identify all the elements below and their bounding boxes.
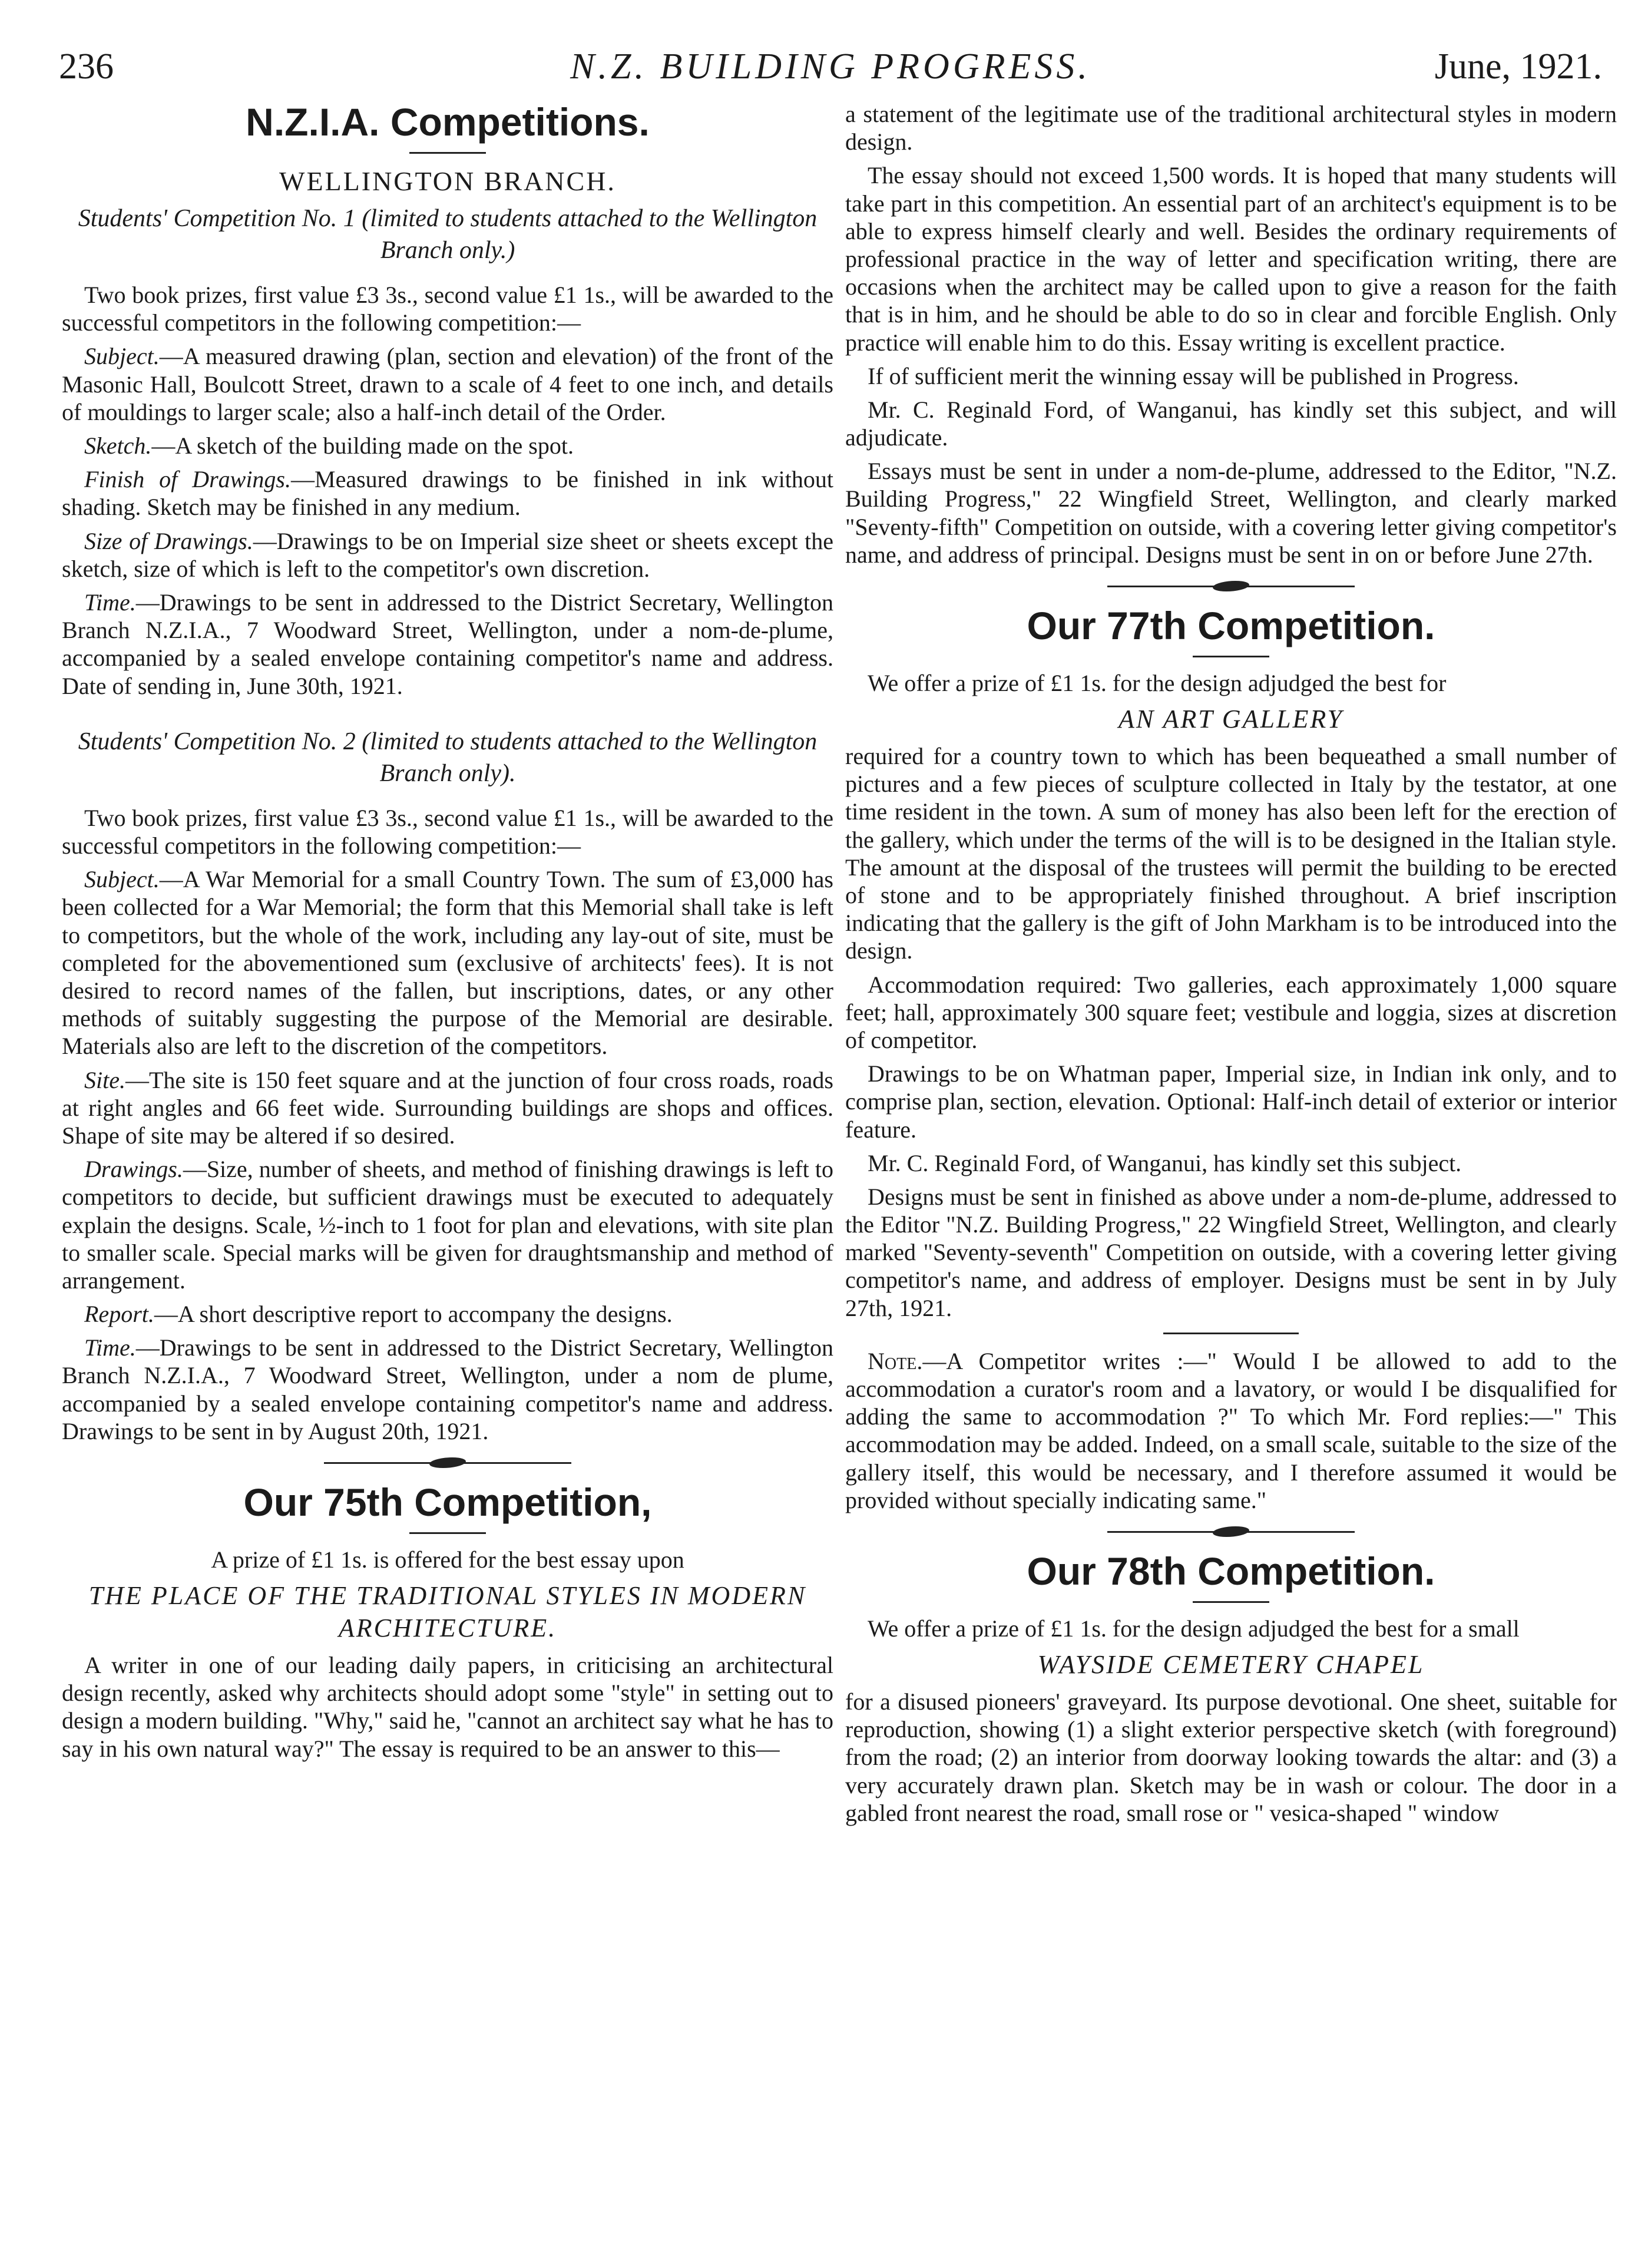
comp2-time-text: —Drawings to be sent in addressed to the District Secretary, Wellington Branch N.Z.I.A., 7 Woodward Street, Wellington, under a nom de plume, accompanied by a sealed envelope containing competitor's name and address. Drawings to be sent in by August 20th, 1921. [62,1334,833,1444]
comp2-intro: Two book prizes, first value £3 3s., second value £1 1s., will be awarded to the successful competitors in the following competition:— [62,804,833,859]
branch-heading: WELLINGTON BRANCH. [279,166,616,196]
note-lead: Note. [868,1347,923,1374]
comp1-time-lead: Time. [84,589,136,616]
spacer [62,706,833,726]
c77-intro: We offer a prize of £1 1s. for the design adjudged the best for [868,669,1447,696]
c75-paragraph-5: Essays must be sent in under a nom-de-plume, addressed to the Editor, "N.Z. Building Progress," 22 Wingfield Street, Wellington, and clearly marked "Seventy-fifth" Competition on outside, with a covering letter giving competitor's name, and address of principal. Designs must be sent in on or before June 27th. [845,458,1617,568]
comp2-subject [62,865,833,1060]
comp1-finish [62,465,833,521]
comp2-time [62,1334,833,1445]
c78-intro: We offer a prize of £1 1s. for the design adjudged the best for a small [868,1615,1520,1642]
comp2-heading: Students' Competition No. 2 (limited to students attached to the Wellington Branch only). [78,728,818,788]
c77-paragraph-5: Designs must be sent in finished as above under a nom-de-plume, addressed to the Editor "N.Z. Building Progress," 22 Wingfield Street, Wellington, and clearly marked "Seventy-seventh" Competition on outside, with a covering letter giving competitor's name, and address of employer. Designs must be sent in by July 27th, 1921. [845,1183,1617,1321]
c77-title: Our 77th Competition. [1027,604,1435,647]
comp2-time-lead: Time. [84,1334,136,1361]
comp1-time-text: —Drawings to be sent in addressed to the District Secretary, Wellington Branch N.Z.I.A., 7 Woodward Street, Wellington, under a nom-de-plume, accompanied by a sealed envelope containing competitor's name and address. Date of sending in, June 30th, 1921. [62,589,833,699]
comp1-subject-lead: Subject. [84,343,160,370]
comp1-finish-text: —Measured drawings to be finished in ink without shading. Sketch may be finished in any medium. [62,466,833,521]
c75-body: A writer in one of our leading daily papers, in criticising an architectural design recently, asked why architects should adopt some "style" in setting out to design a modern building. "Why," said he, "cannot an architect say what he has to say in his own natural way?" The essay is required to be an answer to this— [62,1652,833,1762]
c77-paragraph-2: Accommodation required: Two galleries, each approximately 1,000 square feet; hall, approximately 300 square feet; vestibule and loggia, sizes at discretion of competitor. [845,971,1617,1053]
comp1-sketch [62,432,833,459]
comp2-report-text: —A short descriptive report to accompany the designs. [154,1301,673,1328]
title-rule [409,152,486,154]
comp1-heading: Students' Competition No. 1 (limited to students attached to the Wellington Branch only.) [78,204,818,265]
title-rule [1193,656,1269,657]
c77-caption: AN ART GALLERY [1118,705,1343,734]
page-number: 236 [59,47,114,87]
right-column [845,100,1617,1833]
section-ornament [1107,580,1355,592]
section-ornament [324,1457,571,1469]
c77-paragraph-3: Drawings to be on Whatman paper, Imperial size, in Indian ink only, and to comprise plan, section, elevation. Optional: Half-inch detail of exterior or interior feature. [845,1060,1617,1143]
left-column [62,100,833,1768]
issue-date: June, 1921. [1434,47,1602,87]
comp1-subject [62,342,833,426]
c78-title: Our 78th Competition. [1027,1549,1435,1593]
section-ornament [1107,1526,1355,1538]
c77-paragraph-1: required for a country town to which has been bequeathed a small number of pictures and a few pieces of sculpture collected in Italy by the testator, at one time resident in the town. A sum of money has also been left for the erection of the gallery, which under the terms of the will is to be designed in the Italian style. The amount at the disposal of the trustees will permit the building to be erected of stone and to be appropriately finished throughout. A brief inscription indicating that the gallery is the gift of John Markham is to be introduced into the design. [845,743,1617,964]
c77-note [845,1347,1617,1514]
comp2-drawings-text: —Size, number of sheets, and method of finishing drawings is left to competitors to decide, but sufficient drawings must be executed to adequately explain the designs. Scale, ½-inch to 1 foot for plan and elevations, with site plan to smaller scale. Special marks will be given for draughtsmanship and method of arrangement. [62,1156,833,1294]
comp2-site-lead: Site. [84,1066,125,1093]
nzia-title: N.Z.I.A. Competitions. [246,100,650,144]
comp1-finish-lead: Finish of Drawings. [84,466,291,493]
title-rule [409,1532,486,1534]
comp2-site-text: —The site is 150 feet square and at the junction of four cross roads, roads at right angles and 66 feet wide. Surrounding buildings are shops and offices. Shape of site may be altered if so desired. [62,1066,833,1149]
comp1-size-text: —Drawings to be on Imperial size sheet or sheets except the sketch, size of which is left to the competitor's own discretion. [62,527,833,582]
comp2-drawings-lead: Drawings. [84,1156,183,1183]
comp2-report-lead: Report. [84,1301,154,1328]
c75-paragraph-4: Mr. C. Reginald Ford, of Wanganui, has kindly set this subject, and will adjudicate. [845,396,1617,451]
comp1-sketch-text: —A sketch of the building made on the spot. [151,432,574,459]
comp1-sketch-lead: Sketch. [84,432,152,459]
comp2-site [62,1066,833,1150]
comp2-report [62,1300,833,1328]
c75-title: Our 75th Competition, [243,1480,652,1525]
c75-continued: a statement of the legitimate use of the traditional architectural styles in modern design. [845,101,1617,156]
comp1-subject-text: —A measured drawing (plan, section and elevation) of the front of the Masonic Hall, Boulcott Street, drawn to a scale of 4 feet to one inch, and details of mouldings to larger scale; also a half-inch detail of the Order. [62,343,833,425]
c75-intro: A prize of £1 1s. is offered for the best essay upon [211,1546,684,1573]
c75-paragraph-2: The essay should not exceed 1,500 words. It is hoped that many students will take part in this competition. An essential part of an architect's equipment is to be able to express himself clearly and well. Besides the ordinary requirements of professional practice in the way of letter and specification writing, there are occasions when the architect may be called upon to give a reason for the faith that is in him, and he should be able to do so in clear and forcible English. Only practice will enable him to do this. Essay writing is excellent practice. [845,162,1617,356]
comp1-intro: Two book prizes, first value £3 3s., second value £1 1s., will be awarded to the successful competitors in the following competition:— [62,282,833,336]
running-header [59,35,1602,100]
journal-title: N.Z. BUILDING PROGRESS. [570,47,1091,87]
comp1-time [62,589,833,700]
title-rule [1193,1601,1269,1603]
comp2-subject-lead: Subject. [84,866,160,893]
c77-paragraph-4: Mr. C. Reginald Ford, of Wanganui, has kindly set this subject. [868,1149,1462,1176]
comp1-size [62,527,833,583]
comp2-subject-text: —A War Memorial for a small Country Town. The sum of £3,000 has been collected for a War Memorial; the form that this Memorial shall take is left to competitors, but the whole of the work, including any lay-out of site, must be completed for the abovementioned sum (exclusive of architects' fees). It is not desired to record names of the fallen, but inscriptions, dates, or any other methods of suitably suggesting the purpose of the Memorial are desirable. Materials also are left to the discretion of the competitors. [62,866,833,1060]
note-text: —A Competitor writes :—" Would I be allowed to add to the accommodation a curator's room and a lavatory, or would I be disqualified for adding the same to accommodation ?" To which Mr. Ford replies:—" This accommodation may be added. Indeed, on a small scale, suitable to the size of the gallery itself, this would be necessary, and I therefore assumed it would be provided without specially indicating same." [845,1347,1617,1513]
c75-caption: THE PLACE OF THE TRADITIONAL STYLES IN MODERN ARCHITECTURE. [88,1581,807,1643]
note-rule [1163,1333,1299,1334]
comp1-size-lead: Size of Drawings. [84,527,253,554]
c78-caption: WAYSIDE CEMETERY CHAPEL [1037,1650,1425,1679]
c78-paragraph-1: for a disused pioneers' graveyard. Its purpose devotional. One sheet, suitable for reproduction, showing (1) a slight exterior perspective sketch (with foreground) from the road; (2) an interior from doorway looking towards the altar: and (3) a very accurately drawn plan. Sketch may be in wash or colour. The door in a gabled front nearest the road, small rose or " vesica-shaped " window [845,1688,1617,1826]
c75-paragraph-3: If of sufficient merit the winning essay will be published in Progress. [868,362,1519,389]
comp2-drawings [62,1155,833,1294]
